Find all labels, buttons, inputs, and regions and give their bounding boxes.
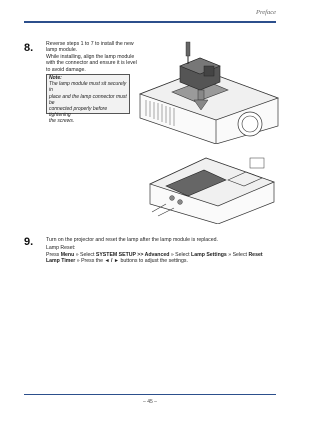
step-9-line: Lamp Reset:: [46, 245, 76, 252]
note-line: connected properly before tightening: [49, 106, 108, 119]
reset-keyword: Reset: [248, 251, 263, 258]
lamp-cover-illustration: [146, 150, 276, 224]
step-8-line: Reverse steps 1 to 7 to install the new: [46, 41, 134, 47]
lamp-timer-keyword: Lamp Timer: [46, 258, 76, 265]
step-9-line: Press Menu » Select SYSTEM SETUP >> Advanced » Select Lamp Settings » Select Reset: [46, 251, 263, 258]
lamp-install-illustration: [132, 40, 280, 144]
screwdriver-icon: [186, 42, 190, 64]
header-title: Preface: [256, 9, 276, 16]
step-8-line: to avoid damage.: [46, 66, 86, 73]
step-8-text: [46, 41, 146, 73]
lamp-settings-keyword: Lamp Settings: [191, 251, 227, 258]
step-8-line: with the connector and ensure it is level: [46, 60, 137, 67]
page-number: – 45 –: [143, 399, 157, 405]
step-8-line: While installing, align the lamp module: [46, 53, 135, 60]
note-box: [46, 74, 130, 125]
projector-body: [150, 158, 274, 224]
step-9-line: Turn on the projector and reset the lamp after the lamp module is replaced.: [46, 237, 218, 243]
note-line: place and the lamp connector must be: [49, 93, 127, 106]
step-9-number: 9.: [24, 236, 34, 248]
step-9-text: [46, 237, 276, 265]
header-rule: [24, 21, 276, 23]
note-label: Note:: [49, 75, 62, 81]
footer-rule: [24, 394, 276, 395]
menu-keyword: Menu: [60, 251, 75, 258]
step-8-line: lamp module.: [46, 47, 78, 54]
step-9-line: Lamp Timer » Press the ◄ / ► buttons to adjust the settings.: [46, 258, 188, 265]
note-line: The lamp module must sit securely in: [49, 81, 127, 94]
system-setup-keyword: SYSTEM SETUP >> Advanced: [95, 251, 170, 258]
note-line: the screws.: [49, 118, 75, 125]
arrow-keys: ◄ / ►: [104, 258, 120, 265]
step-8-number: 8.: [24, 42, 34, 54]
